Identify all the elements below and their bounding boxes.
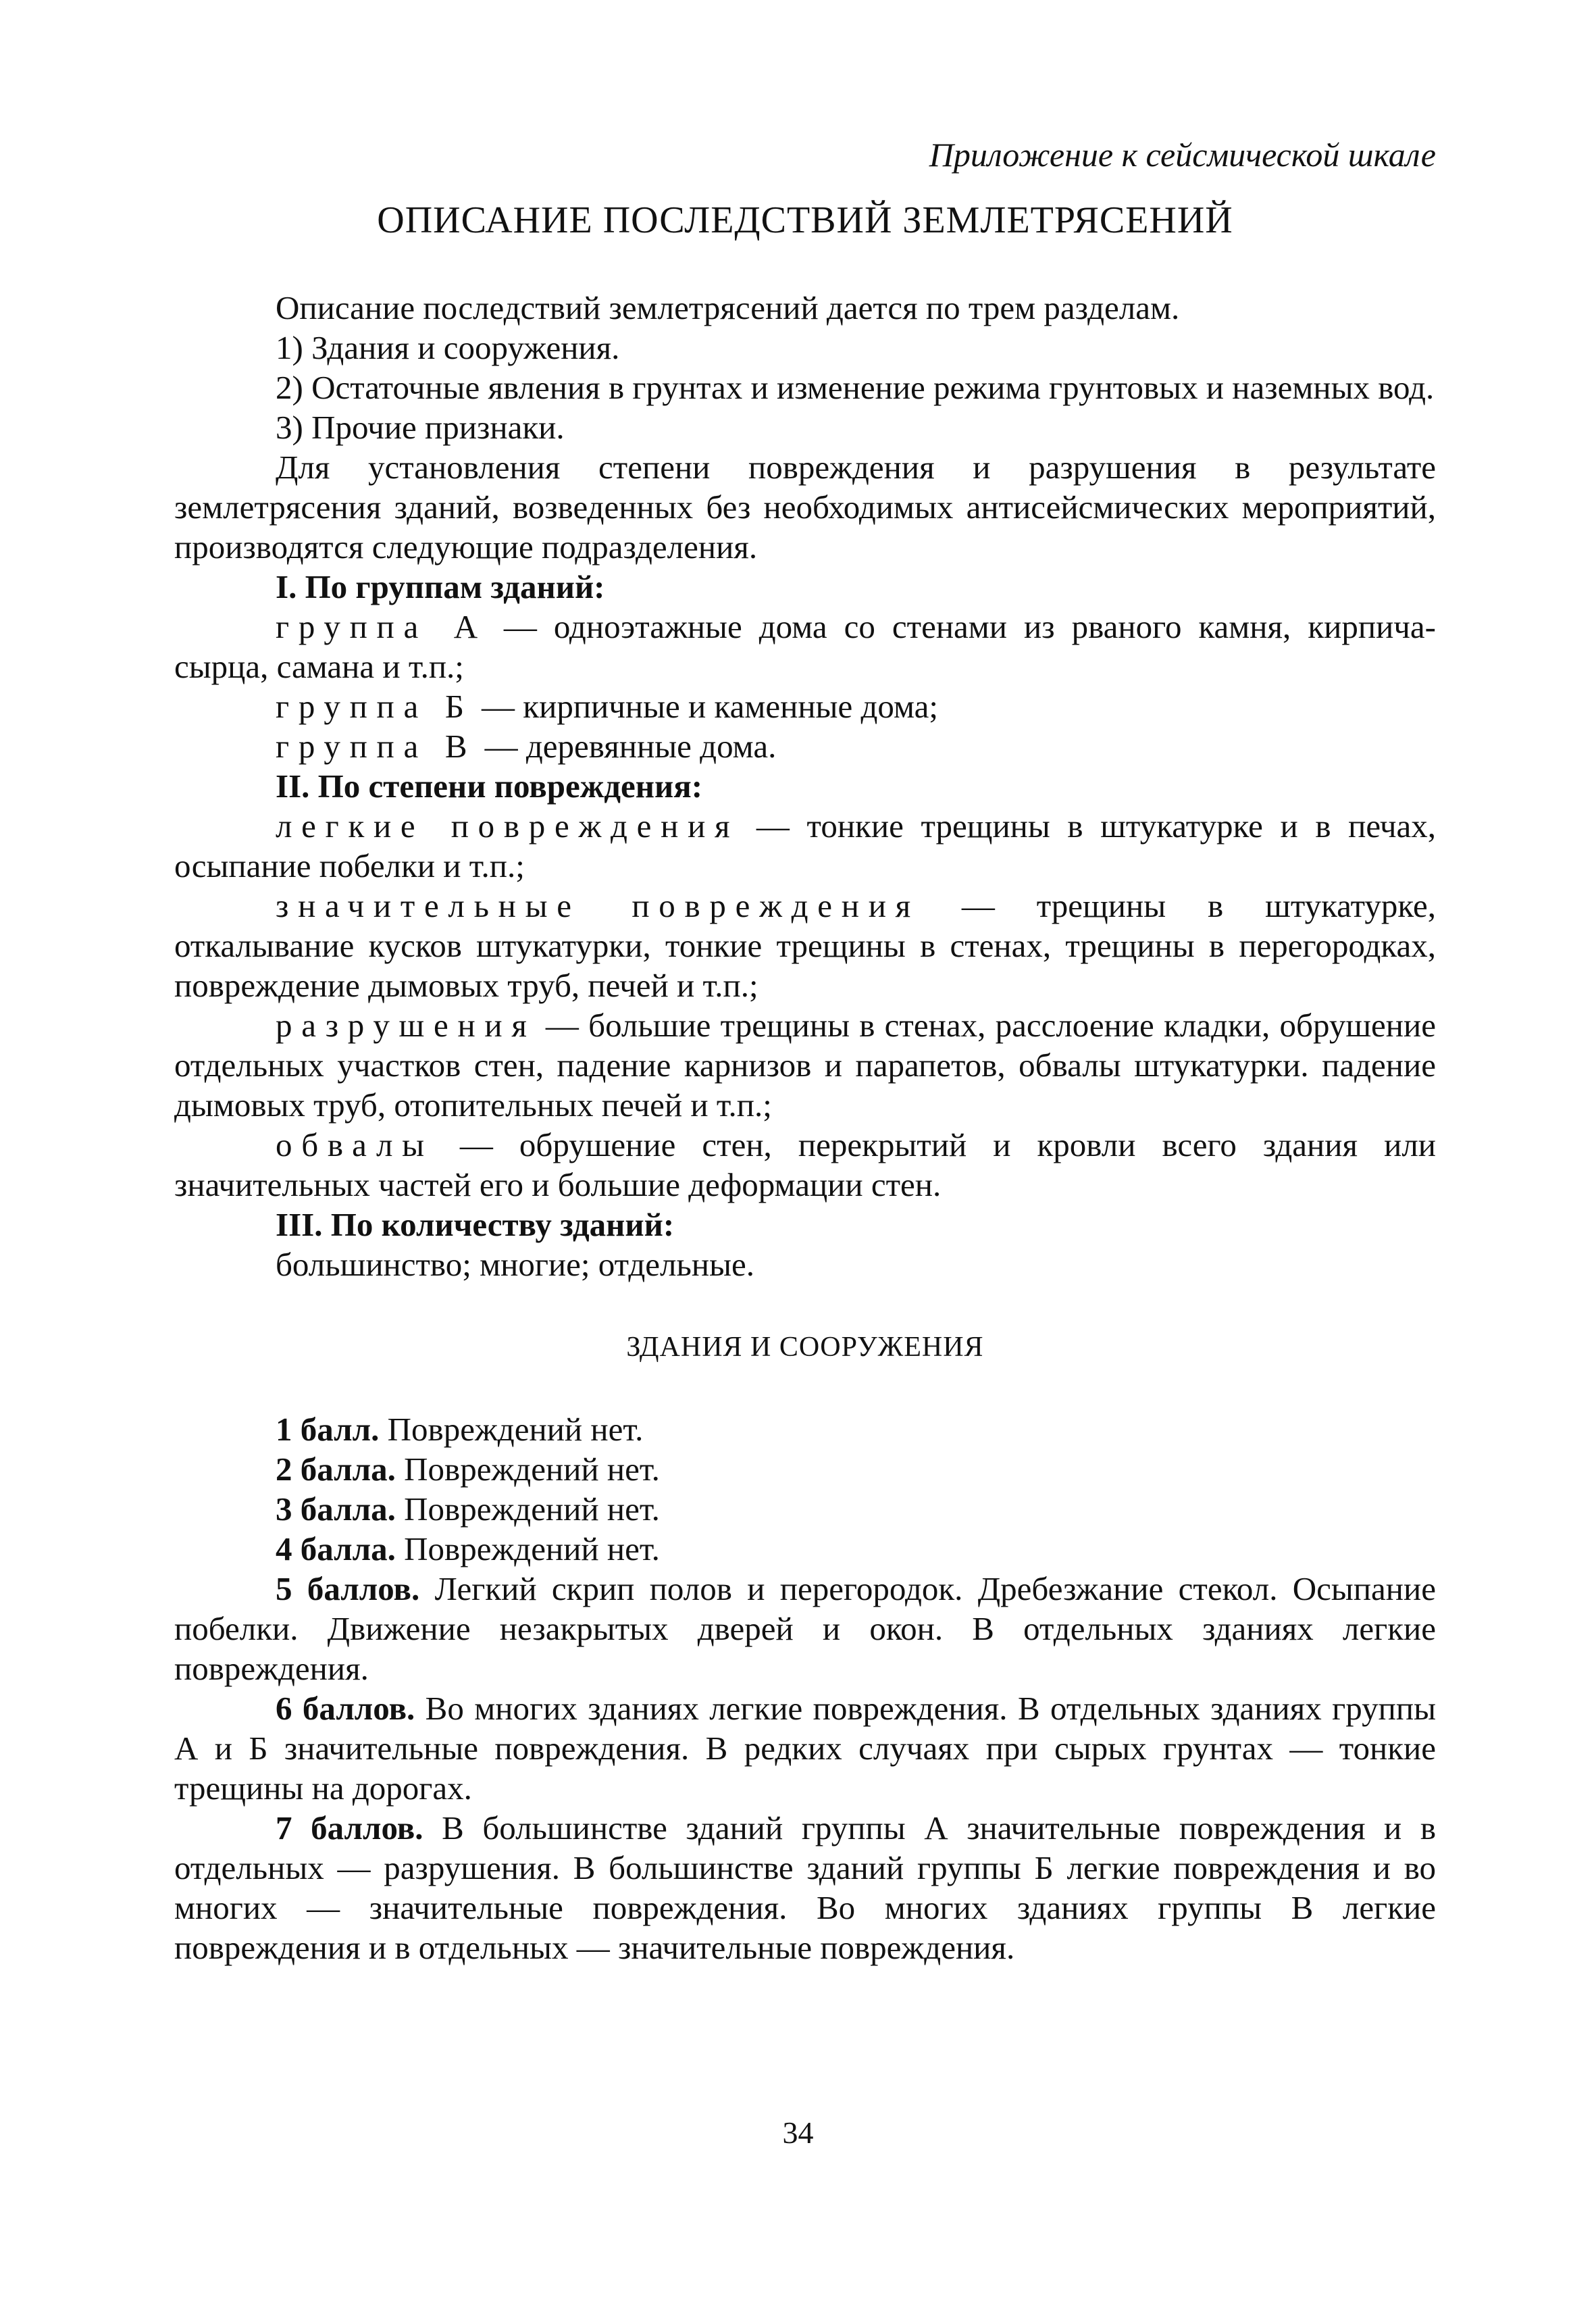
damage-heading: II. По степени повреждения: <box>276 768 703 805</box>
damage-text: — трещины в штукатурке, откалывание кусков штукатурки, тонкие трещины в стенах, трещины в перегородках, повреждение дымовых труб, печей и т.п.; <box>174 887 1436 1004</box>
intro-list-item: 2) Остаточные явления в грунтах и изменение режима грунтовых и наземных вод. <box>276 369 1435 406</box>
damage-item <box>174 1125 1436 1205</box>
group-term: группа Б <box>276 688 473 725</box>
damage-term: значительные повреждения <box>276 887 920 924</box>
page-number: 34 <box>782 2115 814 2150</box>
group-text: — деревянные дома. <box>476 728 777 765</box>
group-item <box>174 686 1436 726</box>
intensity-text: В большинстве зданий группы А значительные повреждения и в отдельных — разрушения. В большинстве зданий группы Б легкие повреждения и во многих — значительные повреждения. Во многих зданиях группы В легкие повреждения и в отдельных — значительные повреждения. <box>174 1809 1436 1966</box>
intro-list-item: 1) Здания и сооружения. <box>276 329 620 366</box>
group-text: — одноэтажные дома со стенами из рваного камня, кирпича-сырца, самана и т.п.; <box>174 608 1437 685</box>
damage-term: легкие повреждения <box>276 807 740 845</box>
intensity-label: 6 баллов. <box>276 1690 415 1727</box>
intensity-text: Повреждений нет. <box>379 1411 644 1448</box>
damage-text: — тонкие трещины в штукатурке и в печах, осыпание побелки и т.п.; <box>174 807 1436 884</box>
damage-term: обвалы <box>276 1126 434 1163</box>
intensity-text: Во многих зданиях легкие повреждения. В отдельных зданиях группы А и Б значительные повреждения. В редких случаях при сырых грунтах — тонкие трещины на дорогах. <box>174 1690 1436 1807</box>
intensity-item <box>174 1808 1436 1967</box>
intensity-item <box>174 1688 1436 1808</box>
damage-term: разрушения <box>276 1007 536 1044</box>
group-item <box>174 726 1436 766</box>
damage-item <box>174 1005 1436 1125</box>
group-term: группа А <box>276 608 487 645</box>
intensity-text: Повреждений нет. <box>395 1490 660 1528</box>
group-term: группа В <box>276 728 477 765</box>
intensity-text: Повреждений нет. <box>395 1530 660 1567</box>
intensity-item <box>174 1489 1436 1529</box>
intro-paragraph: Для установления степени повреждения и разрушения в результате землетрясения зданий, возведенных без необходимых антисейсмических мероприятий, производятся следующие подразделения. <box>174 449 1436 565</box>
intensity-text: Легкий скрип полов и перегородок. Дребезжание стекол. Осыпание побелки. Движение незакрытых дверей и окон. В отдельных зданиях легкие повреждения. <box>174 1570 1436 1687</box>
intro-paragraph: Описание последствий землетрясений дается по трем разделам. <box>276 289 1180 326</box>
damage-text: — большие трещины в стенах, расслоение кладки, обрушение отдельных участков стен, падение карнизов и парапетов, обвалы штукатурки. падение дымовых труб, отопительных печей и т.п.; <box>174 1007 1436 1124</box>
section-title: ЗДАНИЯ И СООРУЖЕНИЯ <box>626 1332 984 1363</box>
damage-item <box>174 886 1436 1005</box>
running-header: Приложение к сейсмической шкале <box>929 136 1436 174</box>
damage-item <box>174 806 1436 886</box>
intensity-label: 3 балла. <box>276 1490 396 1528</box>
intro-list-item: 3) Прочие признаки. <box>276 409 565 446</box>
intensity-item <box>174 1449 1436 1489</box>
intensity-label: 4 балла. <box>276 1530 396 1567</box>
group-item <box>174 607 1436 686</box>
intensity-label: 5 баллов. <box>276 1570 420 1607</box>
intensity-item <box>174 1569 1436 1688</box>
damage-text: — обрушение стен, перекрытий и кровли всего здания или значительных частей его и большие деформации стен. <box>174 1126 1436 1203</box>
intensity-label: 1 балл. <box>276 1411 380 1448</box>
intensity-item <box>174 1409 1436 1449</box>
document-page <box>174 135 1436 1967</box>
groups-heading: I. По группам зданий: <box>276 568 605 605</box>
quantity-heading: III. По количеству зданий: <box>276 1206 675 1243</box>
page-title: ОПИСАНИЕ ПОСЛЕДСТВИЙ ЗЕМЛЕТРЯСЕНИЙ <box>377 199 1233 241</box>
intensity-item <box>174 1529 1436 1569</box>
intensity-label: 7 баллов. <box>276 1809 423 1846</box>
quantity-text: большинство; многие; отдельные. <box>276 1246 754 1283</box>
group-text: — кирпичные и каменные дома; <box>473 688 938 725</box>
intensity-text: Повреждений нет. <box>395 1451 660 1488</box>
intensity-label: 2 балла. <box>276 1451 396 1488</box>
